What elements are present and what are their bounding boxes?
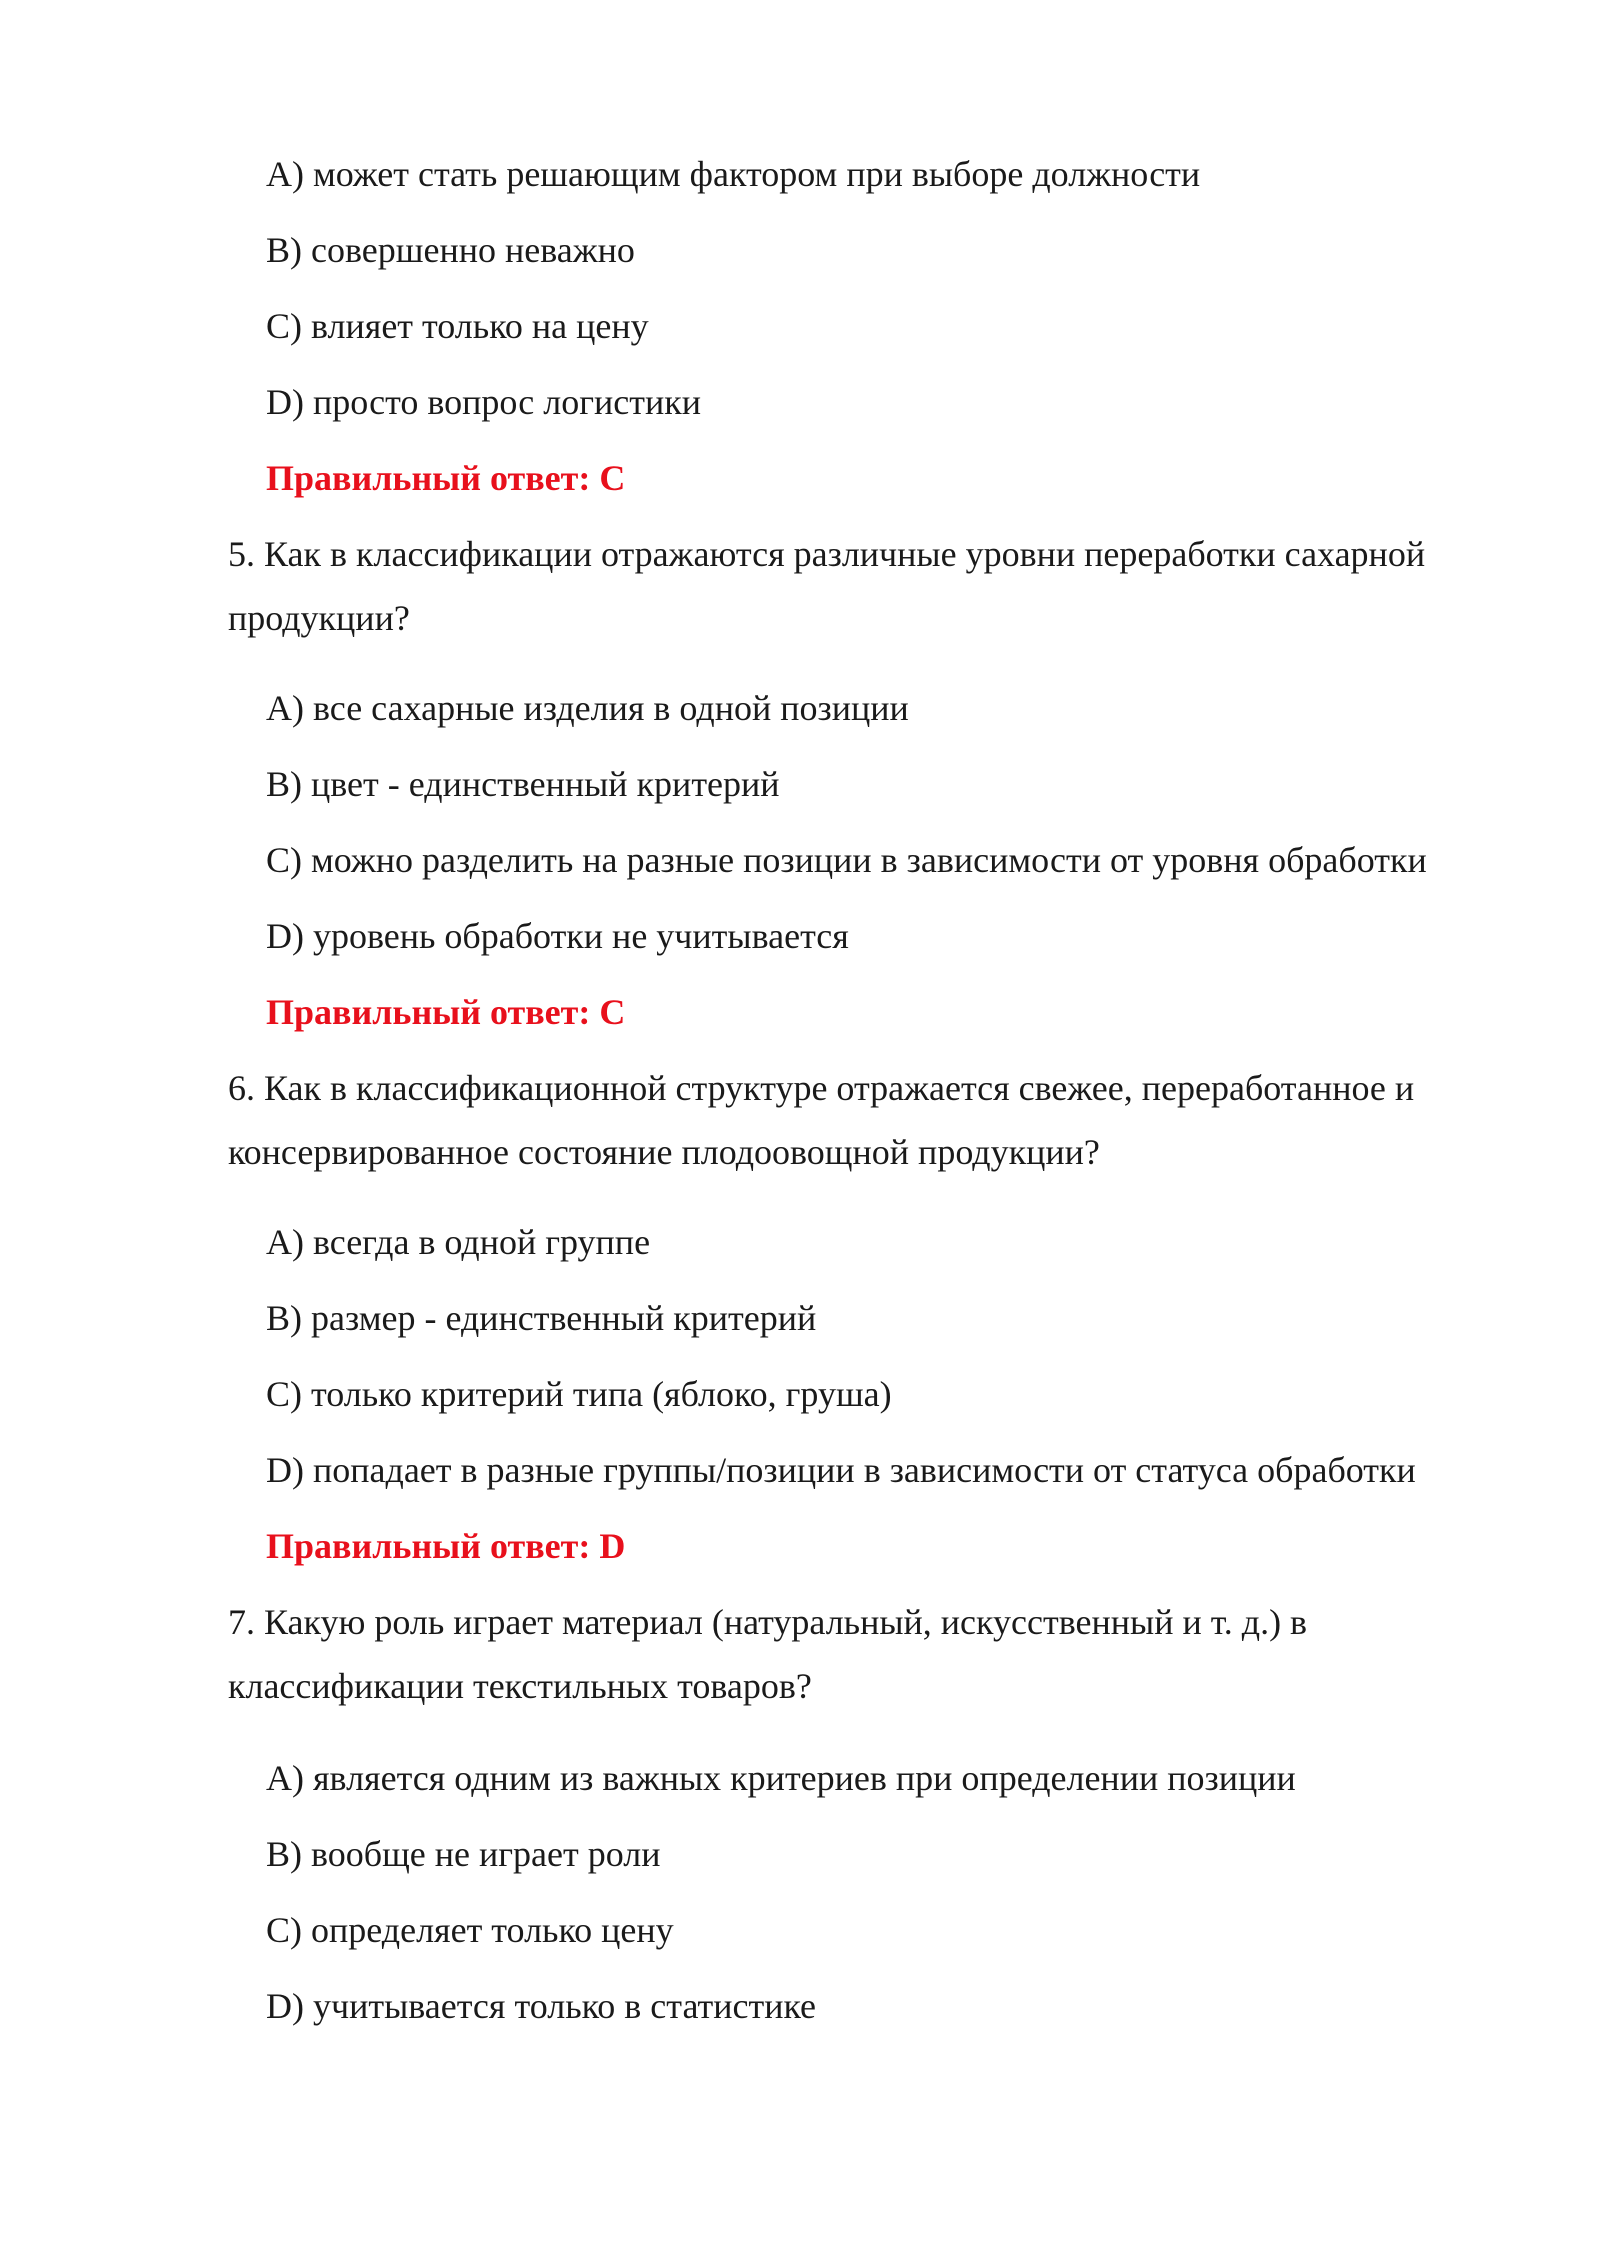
option-c: C) можно разделить на разные позиции в зависимости от уровня обработки [266,840,1427,880]
option-c: C) определяет только цену [266,1910,674,1950]
option-d: D) просто вопрос логистики [266,382,702,422]
option-b: B) совершенно неважно [266,230,635,270]
correct-answer: Правильный ответ: C [266,458,626,498]
question-text: консервированное состояние плодоовощной продукции? [228,1132,1100,1172]
question-text: 7. Какую роль играет материал (натуральный, искусственный и т. д.) в [228,1602,1308,1642]
option-b: B) размер - единственный критерий [266,1298,817,1338]
question-text: 6. Как в классификационной структуре отражается свежее, переработанное и [228,1068,1415,1108]
option-a: A) всегда в одной группе [266,1222,651,1262]
question-text: классификации текстильных товаров? [228,1666,812,1706]
question-text: 5. Как в классификации отражаются различные уровни переработки сахарной [228,534,1426,574]
option-b: B) цвет - единственный критерий [266,764,780,804]
correct-answer: Правильный ответ: D [266,1526,626,1566]
option-a: A) является одним из важных критериев при определении позиции [266,1758,1296,1798]
option-b: B) вообще не играет роли [266,1834,661,1874]
option-a: A) может стать решающим фактором при выборе должности [266,154,1201,194]
correct-answer: Правильный ответ: C [266,992,626,1032]
option-c: C) влияет только на цену [266,306,649,346]
option-a: A) все сахарные изделия в одной позиции [266,688,909,728]
question-text: продукции? [228,598,410,638]
option-c: C) только критерий типа (яблоко, груша) [266,1374,892,1414]
option-d: D) уровень обработки не учитывается [266,916,849,956]
option-d: D) попадает в разные группы/позиции в зависимости от статуса обработки [266,1450,1416,1490]
option-d: D) учитывается только в статистике [266,1986,817,2026]
